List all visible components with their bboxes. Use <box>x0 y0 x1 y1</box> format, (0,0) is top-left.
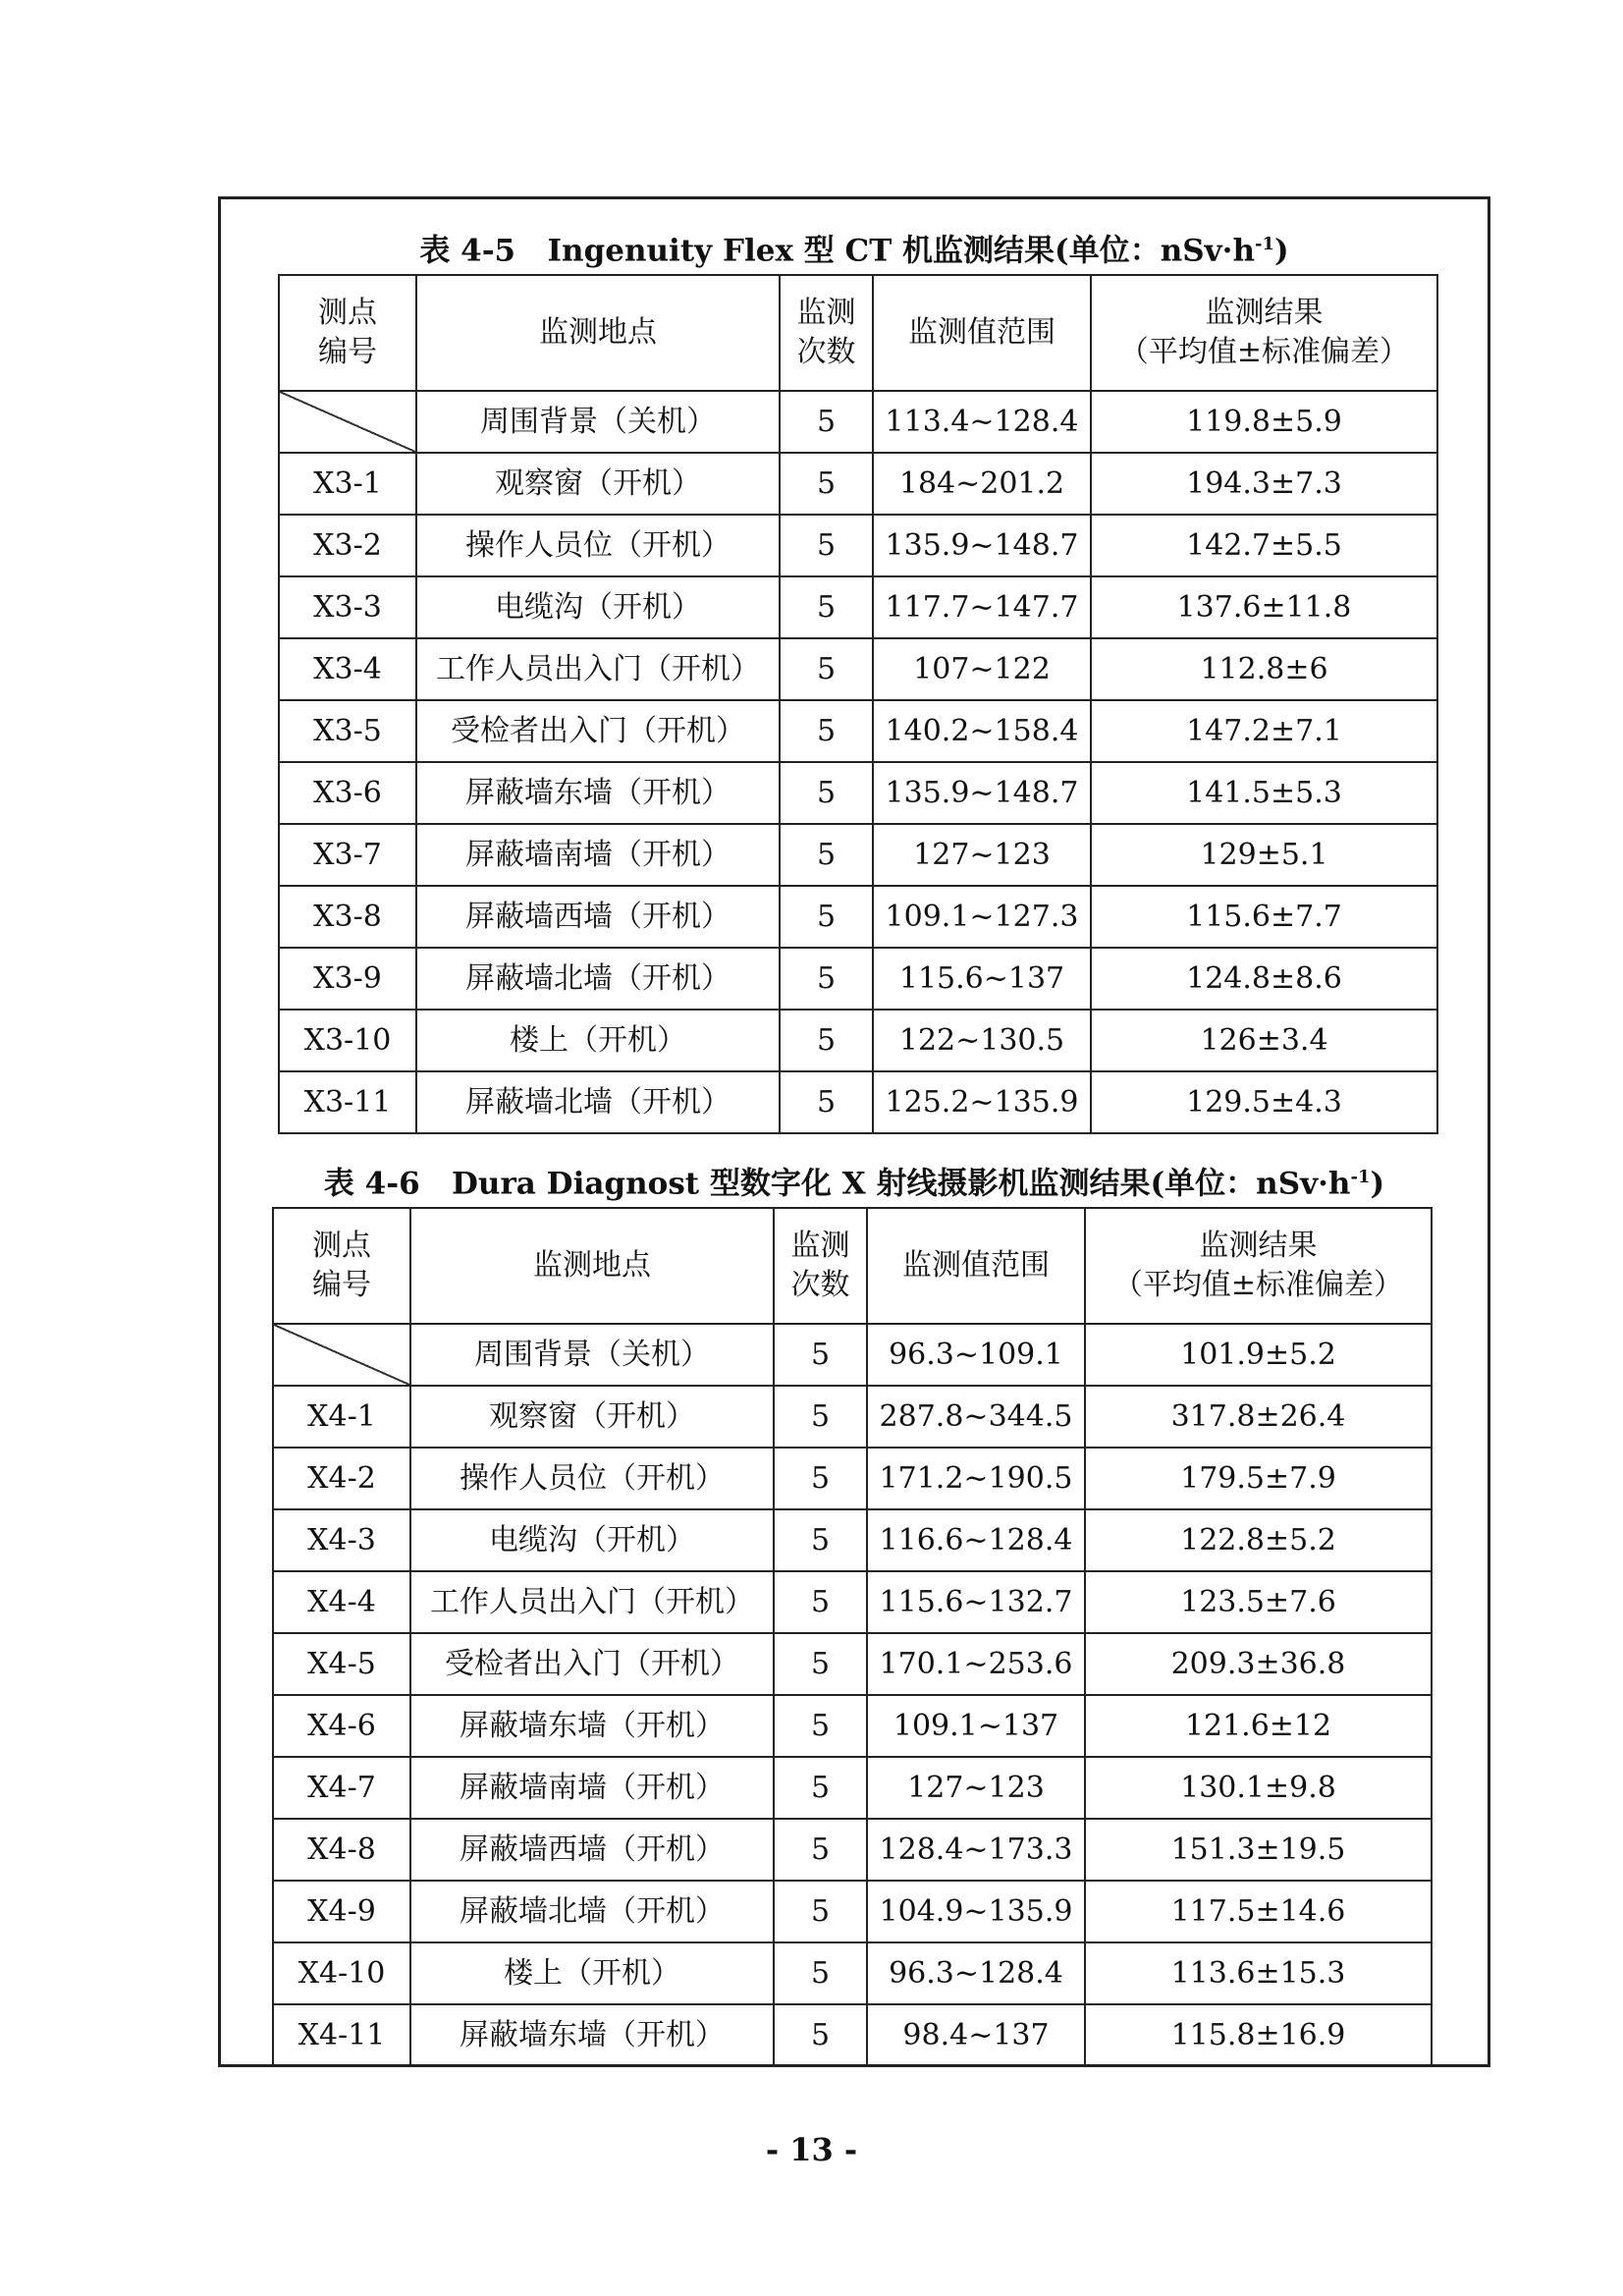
table-header-row <box>273 1208 1432 1324</box>
table-row <box>273 1757 1432 1819</box>
caption-title: Dura Diagnost 型数字化 X 射线摄影机监测结果(单位：nSv·h <box>452 1166 1351 1202</box>
cell-result: 142.7±5.5 <box>1091 515 1437 576</box>
cell-count: 5 <box>780 453 873 515</box>
cell-location: 楼上（开机） <box>416 1010 780 1071</box>
cell-id: X3-7 <box>279 824 416 886</box>
cell-range: 135.9~148.7 <box>873 762 1091 824</box>
table-row <box>279 453 1437 515</box>
cell-id: X3-4 <box>279 638 416 700</box>
table-row <box>279 948 1437 1010</box>
cell-result: 101.9±5.2 <box>1085 1324 1432 1386</box>
table-4-6 <box>272 1207 1433 2067</box>
cell-range: 170.1~253.6 <box>867 1633 1085 1695</box>
col-header-location: 监测地点 <box>410 1208 774 1324</box>
cell-range: 104.9~135.9 <box>867 1881 1085 1942</box>
cell-id <box>279 391 416 453</box>
cell-count: 5 <box>774 1881 867 1942</box>
col-header-count: 监测 次数 <box>774 1208 867 1324</box>
caption-suffix: ) <box>1274 233 1289 269</box>
cell-range: 96.3~128.4 <box>867 1942 1085 2004</box>
cell-result: 151.3±19.5 <box>1085 1819 1432 1881</box>
cell-count: 5 <box>774 1633 867 1695</box>
cell-result: 129±5.1 <box>1091 824 1437 886</box>
cell-result: 194.3±7.3 <box>1091 453 1437 515</box>
page-number: - 13 - <box>765 2131 858 2168</box>
cell-count: 5 <box>774 2004 867 2066</box>
col-header-id: 测点 编号 <box>279 275 416 391</box>
cell-result: 130.1±9.8 <box>1085 1757 1432 1819</box>
table-row <box>273 1942 1432 2004</box>
cell-range: 171.2~190.5 <box>867 1448 1085 1509</box>
cell-range: 107~122 <box>873 638 1091 700</box>
cell-id: X3-5 <box>279 700 416 762</box>
caption-suffix: ) <box>1370 1166 1385 1202</box>
table-row <box>279 1010 1437 1071</box>
cell-result: 115.6±7.7 <box>1091 886 1437 948</box>
cell-count: 5 <box>774 1757 867 1819</box>
cell-location: 电缆沟（开机） <box>410 1509 774 1571</box>
cell-id: X4-10 <box>273 1942 410 2004</box>
cell-count: 5 <box>774 1386 867 1448</box>
cell-count: 5 <box>780 391 873 453</box>
cell-count: 5 <box>774 1819 867 1881</box>
cell-count: 5 <box>774 1942 867 2004</box>
cell-range: 115.6~137 <box>873 948 1091 1010</box>
cell-location: 楼上（开机） <box>410 1942 774 2004</box>
cell-location: 电缆沟（开机） <box>416 576 780 638</box>
cell-range: 109.1~127.3 <box>873 886 1091 948</box>
table-4-5-caption <box>221 225 1488 270</box>
cell-id <box>273 1324 410 1386</box>
cell-range: 113.4~128.4 <box>873 391 1091 453</box>
cell-count: 5 <box>780 700 873 762</box>
cell-location: 受检者出入门（开机） <box>416 700 780 762</box>
cell-id: X3-6 <box>279 762 416 824</box>
cell-count: 5 <box>780 638 873 700</box>
cell-id: X4-1 <box>273 1386 410 1448</box>
cell-result: 123.5±7.6 <box>1085 1571 1432 1633</box>
cell-result: 209.3±36.8 <box>1085 1633 1432 1695</box>
caption-number: 表 4-6 <box>323 1166 420 1202</box>
table-row <box>279 515 1437 576</box>
table-row <box>279 700 1437 762</box>
cell-id: X3-3 <box>279 576 416 638</box>
cell-location: 屏蔽墙西墙（开机） <box>410 1819 774 1881</box>
cell-location: 工作人员出入门（开机） <box>410 1571 774 1633</box>
cell-result: 179.5±7.9 <box>1085 1448 1432 1509</box>
cell-id: X4-11 <box>273 2004 410 2066</box>
cell-count: 5 <box>780 824 873 886</box>
cell-id: X3-11 <box>279 1071 416 1133</box>
cell-result: 124.8±8.6 <box>1091 948 1437 1010</box>
cell-range: 109.1~137 <box>867 1695 1085 1757</box>
cell-result: 147.2±7.1 <box>1091 700 1437 762</box>
table-row <box>279 638 1437 700</box>
cell-id: X4-7 <box>273 1757 410 1819</box>
cell-range: 98.4~137 <box>867 2004 1085 2066</box>
cell-count: 5 <box>774 1509 867 1571</box>
cell-range: 184~201.2 <box>873 453 1091 515</box>
cell-range: 115.6~132.7 <box>867 1571 1085 1633</box>
cell-result: 119.8±5.9 <box>1091 391 1437 453</box>
table-row <box>279 1071 1437 1133</box>
cell-id: X4-3 <box>273 1509 410 1571</box>
cell-location: 屏蔽墙南墙（开机） <box>410 1757 774 1819</box>
cell-count: 5 <box>780 762 873 824</box>
cell-location: 屏蔽墙东墙（开机） <box>416 762 780 824</box>
cell-location: 工作人员出入门（开机） <box>416 638 780 700</box>
table-row <box>279 391 1437 453</box>
table-4-6-caption <box>221 1158 1488 1203</box>
cell-id: X4-5 <box>273 1633 410 1695</box>
cell-result: 117.5±14.6 <box>1085 1881 1432 1942</box>
caption-superscript: -1 <box>1255 234 1274 254</box>
cell-id: X3-10 <box>279 1010 416 1071</box>
col-header-range: 监测值范围 <box>873 275 1091 391</box>
cell-range: 140.2~158.4 <box>873 700 1091 762</box>
col-header-result: 监测结果 （平均值±标准偏差） <box>1091 275 1437 391</box>
table-row <box>273 1324 1432 1386</box>
cell-location: 周围背景（关机） <box>416 391 780 453</box>
table-row <box>273 1571 1432 1633</box>
cell-result: 115.8±16.9 <box>1085 2004 1432 2066</box>
cell-range: 122~130.5 <box>873 1010 1091 1071</box>
cell-count: 5 <box>774 1571 867 1633</box>
cell-count: 5 <box>780 515 873 576</box>
cell-id: X4-8 <box>273 1819 410 1881</box>
cell-range: 128.4~173.3 <box>867 1819 1085 1881</box>
cell-count: 5 <box>780 1010 873 1071</box>
cell-range: 127~123 <box>873 824 1091 886</box>
table-row <box>273 1819 1432 1881</box>
cell-range: 135.9~148.7 <box>873 515 1091 576</box>
table-row <box>273 1386 1432 1448</box>
cell-id: X3-9 <box>279 948 416 1010</box>
cell-result: 112.8±6 <box>1091 638 1437 700</box>
cell-location: 操作人员位（开机） <box>416 515 780 576</box>
cell-count: 5 <box>774 1324 867 1386</box>
col-header-id: 测点 编号 <box>273 1208 410 1324</box>
cell-location: 受检者出入门（开机） <box>410 1633 774 1695</box>
cell-result: 137.6±11.8 <box>1091 576 1437 638</box>
cell-range: 117.7~147.7 <box>873 576 1091 638</box>
cell-location: 屏蔽墙北墙（开机） <box>416 1071 780 1133</box>
cell-count: 5 <box>780 576 873 638</box>
cell-id: X4-6 <box>273 1695 410 1757</box>
table-row <box>273 1633 1432 1695</box>
table-row <box>279 886 1437 948</box>
table-header-row <box>279 275 1437 391</box>
table-row <box>273 2004 1432 2066</box>
cell-range: 287.8~344.5 <box>867 1386 1085 1448</box>
caption-number: 表 4-5 <box>419 233 516 269</box>
cell-range: 96.3~109.1 <box>867 1324 1085 1386</box>
cell-location: 观察窗（开机） <box>416 453 780 515</box>
table-row <box>279 824 1437 886</box>
cell-id: X3-2 <box>279 515 416 576</box>
cell-location: 屏蔽墙北墙（开机） <box>416 948 780 1010</box>
cell-result: 113.6±15.3 <box>1085 1942 1432 2004</box>
cell-result: 129.5±4.3 <box>1091 1071 1437 1133</box>
cell-range: 125.2~135.9 <box>873 1071 1091 1133</box>
cell-location: 屏蔽墙东墙（开机） <box>410 1695 774 1757</box>
cell-result: 122.8±5.2 <box>1085 1509 1432 1571</box>
cell-location: 观察窗（开机） <box>410 1386 774 1448</box>
cell-location: 周围背景（关机） <box>410 1324 774 1386</box>
col-header-count: 监测 次数 <box>780 275 873 391</box>
caption-title: Ingenuity Flex 型 CT 机监测结果(单位：nSv·h <box>547 233 1255 269</box>
cell-count: 5 <box>774 1448 867 1509</box>
table-row <box>279 576 1437 638</box>
cell-result: 126±3.4 <box>1091 1010 1437 1071</box>
table-row <box>273 1509 1432 1571</box>
col-header-result: 监测结果 （平均值±标准偏差） <box>1085 1208 1432 1324</box>
cell-result: 121.6±12 <box>1085 1695 1432 1757</box>
cell-id: X4-9 <box>273 1881 410 1942</box>
cell-location: 屏蔽墙东墙（开机） <box>410 2004 774 2066</box>
cell-count: 5 <box>780 886 873 948</box>
cell-id: X4-2 <box>273 1448 410 1509</box>
cell-location: 操作人员位（开机） <box>410 1448 774 1509</box>
cell-count: 5 <box>774 1695 867 1757</box>
table-4-5 <box>278 274 1438 1134</box>
document-frame <box>218 196 1490 2067</box>
table-row <box>273 1448 1432 1509</box>
table-row <box>273 1881 1432 1942</box>
cell-range: 116.6~128.4 <box>867 1509 1085 1571</box>
cell-range: 127~123 <box>867 1757 1085 1819</box>
cell-location: 屏蔽墙西墙（开机） <box>416 886 780 948</box>
cell-location: 屏蔽墙北墙（开机） <box>410 1881 774 1942</box>
cell-id: X3-1 <box>279 453 416 515</box>
cell-result: 141.5±5.3 <box>1091 762 1437 824</box>
caption-superscript: -1 <box>1350 1167 1371 1187</box>
cell-result: 317.8±26.4 <box>1085 1386 1432 1448</box>
table-row <box>273 1695 1432 1757</box>
cell-id: X4-4 <box>273 1571 410 1633</box>
col-header-location: 监测地点 <box>416 275 780 391</box>
col-header-range: 监测值范围 <box>867 1208 1085 1324</box>
cell-count: 5 <box>780 948 873 1010</box>
cell-id: X3-8 <box>279 886 416 948</box>
cell-count: 5 <box>780 1071 873 1133</box>
cell-location: 屏蔽墙南墙（开机） <box>416 824 780 886</box>
table-row <box>279 762 1437 824</box>
